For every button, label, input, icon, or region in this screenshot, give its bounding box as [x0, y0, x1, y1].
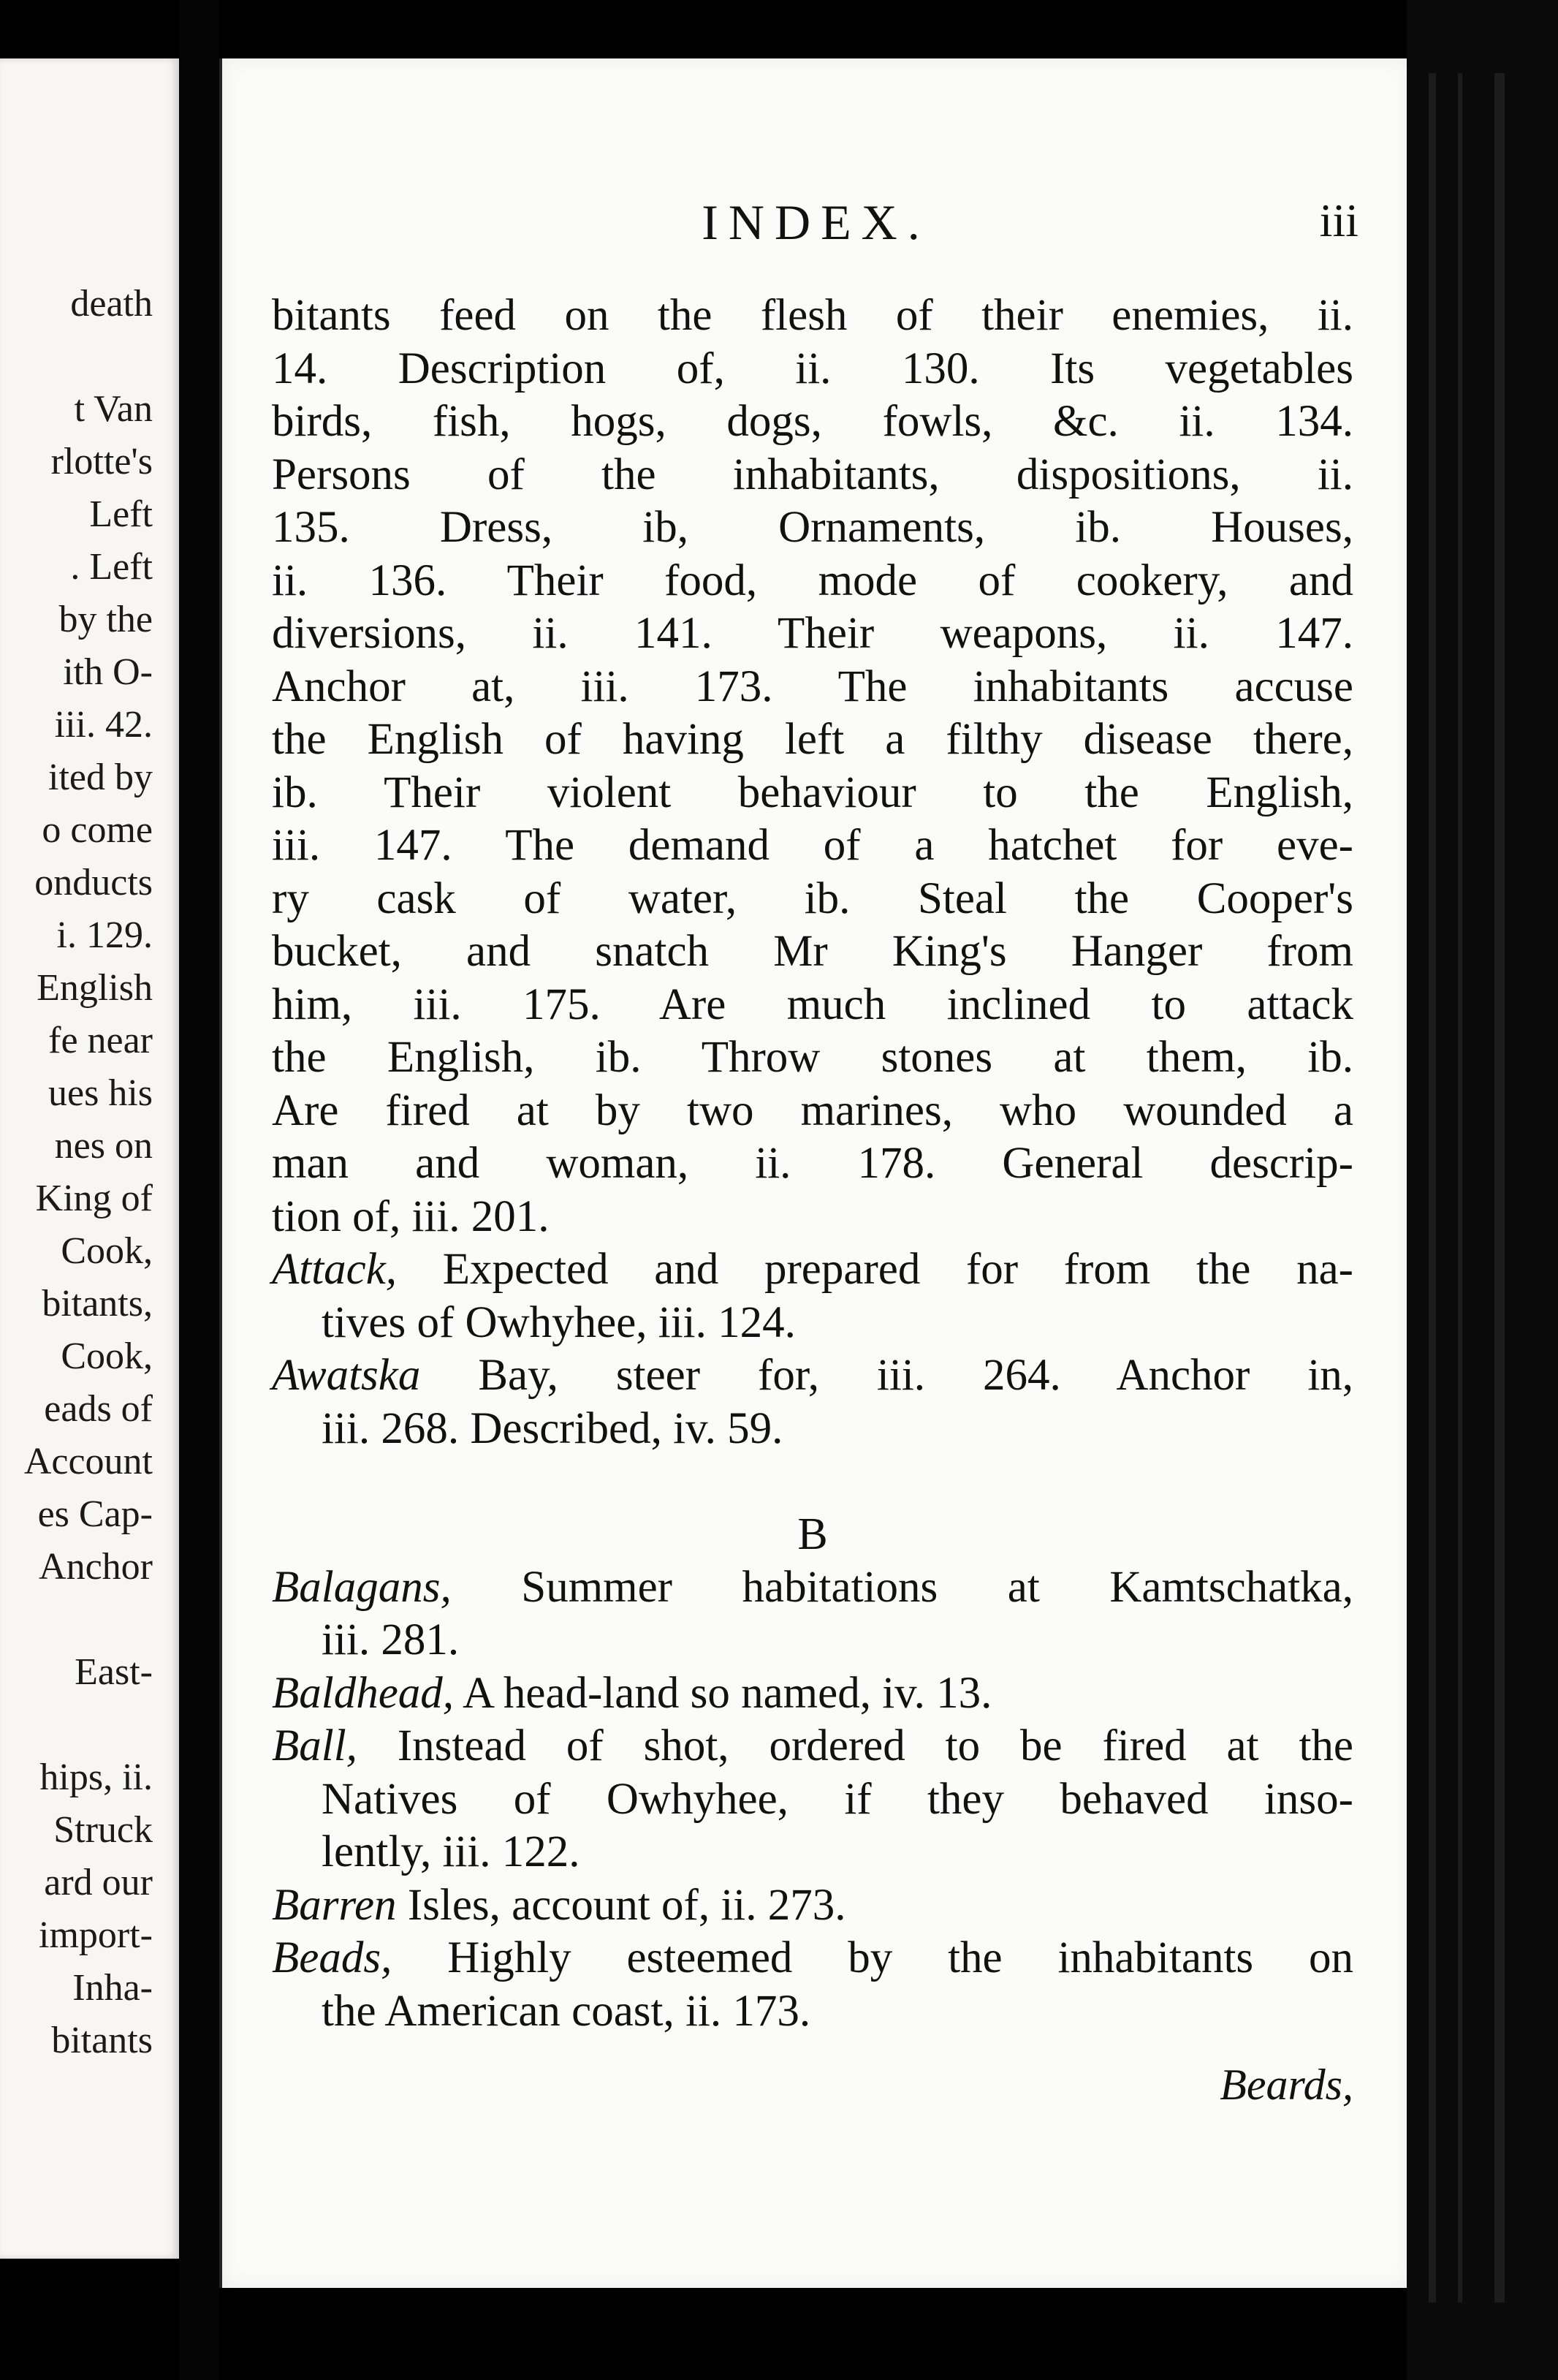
entry-head: Barren — [272, 1880, 397, 1930]
left-page-line: East- — [75, 1651, 153, 1693]
entry-line: man and woman, ii. 178. General descrip- — [272, 1139, 1353, 1188]
entry-line: diversions, ii. 141. Their weapons, ii. 147. — [272, 609, 1353, 658]
entry-attack — [272, 1243, 1353, 1349]
entry-line: lently, iii. 122. — [322, 1827, 580, 1876]
entry-line: ry cask of water, ib. Steal the Cooper's — [272, 873, 1353, 923]
entry-continuation — [272, 289, 1353, 1243]
entry-line: the English, ib. Throw stones at them, ib. — [272, 1033, 1353, 1082]
page-edge-shadow — [1407, 0, 1558, 2380]
left-page-line: import- — [39, 1914, 153, 1956]
entry-line: ib. Their violent behaviour to the English, — [272, 768, 1353, 817]
entry-line: birds, fish, hogs, dogs, fowls, &c. ii. 134. — [272, 397, 1353, 446]
entry-line: Are fired at by two marines, who wounded a — [272, 1085, 1353, 1135]
entry-line: tives of Owhyhee, iii. 124. — [322, 1297, 796, 1347]
entry-line: Anchor at, iii. 173. The inhabitants accuse — [272, 662, 1353, 711]
left-page-line: ith O- — [63, 651, 153, 693]
entry-head: Beads, — [272, 1933, 392, 1982]
entry-line: 14. Description of, ii. 130. Its vegetables — [272, 344, 1353, 393]
left-page-line: death — [70, 283, 153, 325]
left-page-line: . Left — [70, 546, 153, 588]
catchword: Beards, — [1220, 2061, 1353, 2109]
left-page-line: English — [37, 967, 153, 1009]
left-page-line: bitants — [51, 2020, 153, 2061]
index-body — [272, 289, 1353, 2112]
entry-line: Summer habitations at Kamtschatka, — [521, 1562, 1354, 1612]
section-letter: B — [797, 1509, 828, 1559]
entry-line: Persons of the inhabitants, dispositions, ii. — [272, 450, 1353, 499]
entry-balagans — [272, 1561, 1353, 1667]
entry-line: Bay, steer for, iii. 264. Anchor in, — [478, 1351, 1354, 1400]
left-page-line: nes on — [54, 1125, 153, 1167]
left-page-line: Cook, — [61, 1335, 153, 1377]
entry-baldhead — [272, 1667, 1353, 1721]
entry-line: Isles, account of, ii. 273. — [407, 1880, 846, 1930]
entry-ball — [272, 1720, 1353, 1879]
left-page-line: iii. 42. — [54, 704, 153, 746]
left-page-line: King of — [35, 1178, 153, 1219]
left-page-line: by the — [58, 599, 153, 640]
left-page-line: onducts — [34, 862, 153, 903]
entry-line: iii. 147. The demand of a hatchet for eve- — [272, 821, 1353, 870]
left-page-line: Struck — [53, 1809, 153, 1851]
entry-beads — [272, 1932, 1353, 2038]
entry-line: iii. 281. — [322, 1615, 460, 1664]
entry-line: iii. 268. Described, iv. 59. — [322, 1403, 783, 1453]
entry-line: 135. Dress, ib, Ornaments, ib. Houses, — [272, 503, 1353, 552]
entry-line: Expected and prepared for from the na- — [442, 1245, 1353, 1294]
entry-line: Instead of shot, ordered to be fired at the — [397, 1721, 1354, 1770]
left-page-line: Left — [89, 493, 153, 535]
entry-line: the English of having left a filthy disease there, — [272, 715, 1353, 764]
left-page-line: Cook, — [61, 1230, 153, 1272]
book-gutter — [179, 0, 219, 2380]
entry-head: Attack, — [272, 1245, 398, 1294]
left-page — [0, 58, 179, 2259]
running-head: INDEX. — [702, 194, 930, 250]
entry-line: bucket, and snatch Mr King's Hanger from — [272, 927, 1353, 976]
entry-line: bitants feed on the flesh of their enemies, ii. — [272, 291, 1353, 340]
left-page-line: Anchor — [39, 1546, 153, 1588]
entry-line: him, iii. 175. Are much inclined to attack — [272, 979, 1353, 1029]
left-page-line: bitants, — [42, 1283, 153, 1324]
left-page-line: ard our — [44, 1862, 153, 1903]
page-number: iii — [1319, 194, 1358, 246]
left-page-line: ues his — [48, 1072, 153, 1114]
left-page-line: hips, ii. — [39, 1756, 153, 1798]
left-page-line: ited by — [48, 757, 153, 798]
entry-head: Baldhead, — [272, 1668, 455, 1718]
left-page-line: eads of — [44, 1388, 153, 1430]
left-page-line: Account — [23, 1441, 153, 1482]
left-page-line: Inha- — [72, 1967, 153, 2009]
entry-awatska — [272, 1349, 1353, 1455]
entry-barren — [272, 1879, 1353, 1933]
left-page-line: fe near — [48, 1020, 153, 1061]
entry-line: ii. 136. Their food, mode of cookery, and — [272, 556, 1353, 605]
left-page-line: t Van — [74, 388, 153, 430]
entry-head: Balagans, — [272, 1562, 452, 1612]
right-page — [219, 58, 1410, 2288]
left-page-line: i. 129. — [56, 914, 153, 956]
left-page-line: o come — [42, 809, 153, 851]
left-page-line: es Cap- — [37, 1493, 153, 1535]
entry-line: the American coast, ii. 173. — [322, 1986, 811, 2036]
entry-head: Ball, — [272, 1721, 357, 1770]
entry-line: tion of, iii. 201. — [272, 1191, 550, 1241]
entry-line: Natives of Owhyhee, if they behaved inso- — [322, 1774, 1353, 1824]
entry-line: A head-land so named, iv. 13. — [462, 1668, 992, 1718]
entry-head: Awatska — [272, 1351, 421, 1400]
left-page-line: rlotte's — [50, 441, 153, 482]
entry-line: Highly esteemed by the inhabitants on — [447, 1933, 1354, 1982]
